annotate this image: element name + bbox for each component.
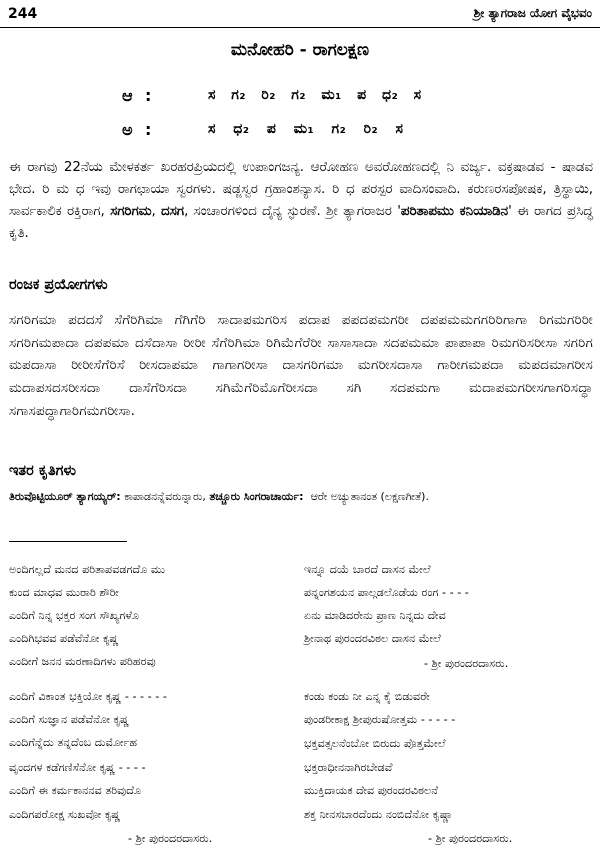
lyric-left-line: ಅಂದಿಗಲ್ಲದೆ ಮನದ ಪರಿತಾಪವಡಗದೊ ಮು [9, 563, 166, 576]
composer-tiruvottiyur: ತಿರುವೊಟ್ಟಿಯೂರ್ ತ್ಯಾಗಯ್ಯರ್: [9, 490, 121, 503]
raga-description-text-3: , ಸಂಚಾರಗಳಿಂದ ದೈನ್ಯ ಸ್ಫುರಣೆ. ಶ್ರೀ ತ್ಯಾಗರಾಜರ ' [184, 204, 401, 219]
other-kritis-heading: ಇತರ ಕೃತಿಗಳು [9, 463, 76, 479]
avarohana-notes: ಸ ಧ₂ ಪ ಮ₁ ಗ₂ ರಿ₂ ಸ [208, 121, 404, 137]
raga-description-text-2: , [151, 204, 162, 219]
lyric-right-line: ಕಂಡು ಕಂಡು ನೀ ಎನ್ನ ಕೈ ಬಿಡುವರೇ [304, 690, 430, 703]
phrase-sagarigama: ಸಗರಿಗಮ [110, 204, 152, 219]
composer-tachchuru: ತಚ್ಚೂರು ಸಿಂಗರಾಚಾರ್ಯ: [209, 490, 304, 503]
running-header-title: ಶ್ರೀ ತ್ಯಾಗರಾಜ ಯೋಗ ವೈಭವಂ [473, 6, 592, 20]
lyric-left-line: ಎಂದೀಗೆ ಜನನ ಮರಣಾದಿಗಳು ಪರಿಹರವು [9, 655, 156, 668]
lyric-right-line: ಭಕ್ತವತ್ಸಲನೆಂಬೋ ಬಿರುದು ಪೊತ್ತಮೇಲೆ [304, 737, 446, 750]
lyric-right-line: ಶಕ್ತ ನೀನಸಬಾರದೆಂದು ನಂಬಿದೆನೋ ಕೃಷ್ಣಾ [304, 808, 453, 821]
kriti-name: ಪರಿತಾಪಮು ಕನಿಯಾಡಿನ [400, 204, 509, 219]
arohana-separator: : [145, 86, 152, 105]
lyric-right-line: ಏನು ಮಾಡಿದರೇನು ಪ್ರಾಣ ನಿನ್ನದು ದೇವ [304, 609, 446, 622]
lyric-left-line: ಕುಂದ ಮಾಧವ ಮುರಾರಿ ಶೌರೀ [9, 586, 119, 599]
raga-description-text-4: ' ಈ ರಾಗದ ಪ್ರಸಿದ್ಧ ಕೃತಿ. [9, 204, 593, 241]
lyric-left-line: ವೃಂದಗಳ ಕಡೆಗಣಿಸೆನೋ ಕೃಷ್ಣ - - - - [9, 761, 146, 774]
footnote-rule [9, 541, 127, 542]
lyric-left-line: ಎಂದಿಗೆ ನಿನ್ನ ಭಕ್ತರ ಸಂಗ ಸೌಖ್ಯಗಳೊ [9, 609, 140, 622]
lyric-left-line: ಎಂದಿಗಿಭವವ ಪಡೆವೆನೋ ಕೃಷ್ಣ [9, 632, 119, 645]
lyric-right-attribution: - ಶ್ರೀ ಪುರಂದರದಾಸರು. [428, 832, 513, 845]
prayogas-heading: ರಂಜಕ ಪ್ರಯೋಗಗಳು [9, 277, 108, 293]
raga-description-text-1: ಈ ರಾಗವು 22ನೆಯ ಮೇಳಕರ್ತ ಖರಹರಪ್ರಿಯದಲ್ಲಿ ಉಪಾಂಗಜನ್ಯ. ಆರೋಹಣ ಅವರೋಹಣದಲ್ಲಿ ನಿ ವರ್ಜ್ಯ. ವಕ್ರಷಾಡವ - ಷಾಡವ ಭೇದ. ರಿ ಮ ಧ ಇವು ರಾಗಛಾಯಾ ಸ್ವರಗಳು. ಷಡ್ಜಸ್ವರ ಗ್ರಹಾಂಶನ್ಯಾಸ. ರಿ ಧ ಪರಸ್ಪರ ವಾದಿಸಂವಾದಿ. ಕರುಣರಸಪೋಷಕ, ತ್ರಿಸ್ಥಾಯಿ, ಸಾರ್ವಕಾಲಿಕ ರಕ್ತಿರಾಗ, [9, 160, 593, 219]
phrase-dasaga: ದಸಗ [161, 204, 185, 219]
avarohana-separator: : [145, 120, 152, 139]
lyric-right-line: ಮುಕ್ತಿದಾಯಕ ದೇವ ಪುರಂದರವಿಠಲನೆ [304, 784, 438, 797]
section-title: ಮನೋಹರಿ - ರಾಗಲಕ್ಷಣ [230, 40, 370, 60]
lyric-left-line: ಎಂದಿಗೆನ್ನೆದು ತನ್ನದೆಂಬ ದುರ್ಮೋಹ [9, 736, 138, 749]
page-number: 244 [8, 6, 38, 22]
kriti-are-achyutananta: ಆರೇ ಅಚ್ಯುತಾನಂತ (ಲಕ್ಷಣಗೀತೆ). [310, 490, 429, 503]
avarohana-symbol: ಅ [122, 120, 133, 139]
other-kritis-line [9, 490, 429, 504]
lyric-right-line: ಇನ್ನೂ ದಯೆ ಬಾರದೆ ದಾಸನ ಮೇಲೆ [304, 563, 431, 576]
lyric-left-line: ಎಂದಿಗೆ ಸುಜ್ಞಾನ ಪಡೆವೆನೋ ಕೃಷ್ಣ [9, 713, 130, 726]
lyric-left-line: ಎಂದಿಗೆ ವಿಕಾಂತ ಭಕ್ತಿಯೋ ಕೃಷ್ಣ - - - - - - [9, 690, 167, 703]
lyric-right-line: ಪನ್ನಂಗಶಯನ ಪಾಲ್ಗಡಲೊಡೆಯ ರಂಗ - - - - [304, 586, 469, 599]
arohana-symbol: ಆ [122, 86, 133, 105]
lyric-left-attribution: - ಶ್ರೀ ಪುರಂದರದಾಸರು. [128, 832, 213, 845]
header-rule [0, 27, 600, 28]
lyric-right-attribution: - ಶ್ರೀ ಪುರಂದರದಾಸರು. [424, 657, 509, 670]
prayogas-text: ಸಗರಿಗಮಾ ಪದದಸೆ ಸೆಗೆರಿಗಿಮಾ ಗೆಗಿಗೆರಿ ಸಾದಾಪಮಗರಿಸ ಪದಾಪ ಪಪದಪಮಗರೀ ದಪಪಮಮಗಗರಿರಿಗಾಗಾ ರಿಗಮಗರಿರೀ ಸಗರಿಗಮಪಾದಾ ದಪಪಮಾ ದಸೆದಾಸಾ ರೀರೀ ಸೆಗೆರಿಗಿಮಾ ರಿಗಿಮೆಗೆರೆರೀ ಸಾಸಾಸಾದಾ ಸದಪಮಮಾ ಪಾಪಾಪಾ ರಿಮಗರಿಸರೀಸಾ ಸಗರಿಗ ಮಪದಾಸಾ ರೀರೀಸೆಗೆರಿಸೆ ರೀಸದಾಪಮಾ ಗಾಗಾಗರೀಸಾ ದಾಸಗರಿಗಮಾ ಮಗರೀಸದಾಸಾ ಗಾರೀಗಮಪದಾ ಮಪದಮಾಗರೀಸ ಮದಾಪಸದಸರೀಸದಾ ದಾಸೆಗೆರಿಸದಾ ಸಗಿಮೆಗೆರಿಮೊಗೆರೀಸದಾ ಸಗಿ ಸದಪಮಗಾ ಮದಾಪಮಗರೀಸಗಾಗರಿಸದ್ಧಾ ಸಗಾಸಪದ್ಧಾಗಾರಿಗಮಗರೀಸಾ. [9, 312, 593, 419]
kriti-kapadanannevarunnaru: ಕಾಪಾಡನನ್ನೆವರುನ್ನಾರು, [124, 490, 206, 503]
lyric-right-line: ಪುಂಡರೀಕಾಕ್ಷ ಶ್ರೀಪುರುಷೋತ್ತಮ - - - - - [304, 713, 456, 726]
lyric-right-line: ಭಕ್ತರಾಧೀನನಾಗಿರಬೇಡವೆ [304, 761, 393, 774]
arohana-notes: ಸ ಗ₂ ರಿ₂ ಗ₂ ಮ₁ ಪ ಧ₂ ಸ [208, 87, 422, 103]
lyric-left-line: ಎಂದಿಗಪರೋಕ್ಷ ಸುಖವೋ ಕೃಷ್ಣ [9, 808, 121, 821]
raga-description [9, 157, 593, 245]
lyric-left-line: ಎಂದಿಗೆ ಈ ಕರ್ಮಕಾನನವ ತರಿವುದೊ [9, 784, 142, 797]
lyric-right-line: ಶ್ರೀನಾಥ ಪುರಂದರವಿಠಲ ದಾಸನ ಮೇಲೆ [304, 632, 441, 645]
